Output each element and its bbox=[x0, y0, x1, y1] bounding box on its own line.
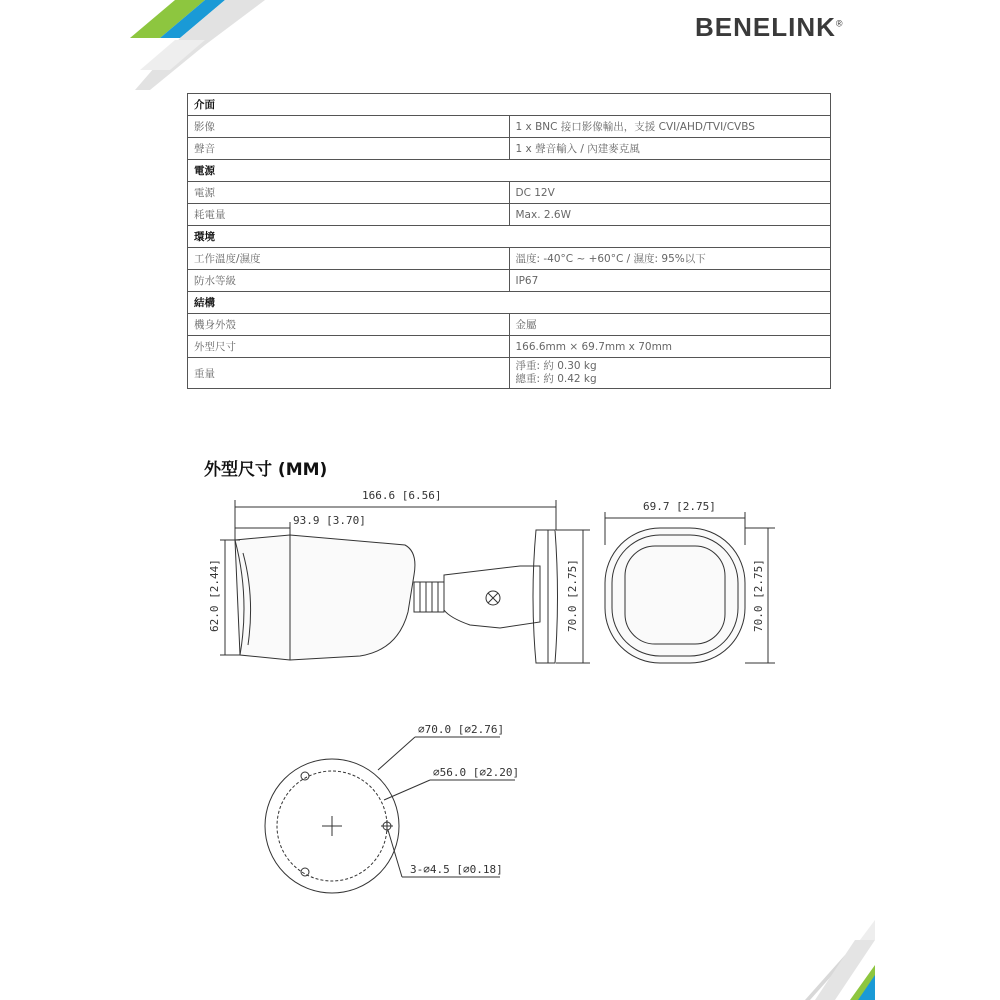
row-label: 耗電量 bbox=[188, 204, 510, 226]
dim-total-length: 166.6 [6.56] bbox=[362, 489, 442, 502]
camera-side-view bbox=[235, 530, 558, 663]
row-label: 機身外殼 bbox=[188, 314, 510, 336]
row-value: 金屬 bbox=[509, 314, 831, 336]
row-label: 聲音 bbox=[188, 138, 510, 160]
dim-base-inner: ⌀56.0 [⌀2.20] bbox=[433, 766, 520, 779]
section-title: 環境 bbox=[188, 226, 831, 248]
section-title: 電源 bbox=[188, 160, 831, 182]
camera-base-view bbox=[265, 759, 399, 893]
dim-base-holes: 3-⌀4.5 [⌀0.18] bbox=[410, 863, 503, 876]
row-value: DC 12V bbox=[509, 182, 831, 204]
camera-front-view bbox=[605, 528, 745, 663]
row-value: IP67 bbox=[509, 270, 831, 292]
net-weight: 淨重: 約 0.30 kg bbox=[515, 360, 597, 372]
row-value: 溫度: -40°C ~ +60°C / 濕度: 95%以下 bbox=[509, 248, 831, 270]
row-label: 重量 bbox=[188, 358, 510, 389]
dim-front-width: 69.7 [2.75] bbox=[643, 500, 716, 513]
brand-logo: BENELINK® bbox=[695, 12, 844, 42]
row-label: 工作溫度/濕度 bbox=[188, 248, 510, 270]
row-value: Max. 2.6W bbox=[509, 204, 831, 226]
dim-side-height: 62.0 [2.44] bbox=[208, 559, 221, 632]
gross-weight: 總重: 約 0.42 kg bbox=[515, 373, 597, 385]
row-label: 影像 bbox=[188, 116, 510, 138]
row-label: 電源 bbox=[188, 182, 510, 204]
dim-mount-height: 70.0 [2.75] bbox=[566, 559, 579, 632]
section-title: 介面 bbox=[188, 94, 831, 116]
dim-body-length: 93.9 [3.70] bbox=[293, 514, 366, 527]
row-value: 1 x 聲音輸入 / 內建麥克風 bbox=[509, 138, 831, 160]
section-title: 結構 bbox=[188, 292, 831, 314]
row-value: 166.6mm × 69.7mm x 70mm bbox=[509, 336, 831, 358]
dim-base-outer: ⌀70.0 [⌀2.76] bbox=[418, 723, 505, 736]
corner-decoration-bottom-right bbox=[760, 910, 900, 1000]
dim-front-height: 70.0 [2.75] bbox=[752, 559, 765, 632]
row-label: 外型尺寸 bbox=[188, 336, 510, 358]
row-value: 1 x BNC 接口影像輸出，支援 CVI/AHD/TVI/CVBS bbox=[509, 116, 831, 138]
dimensions-title: 外型尺寸 (MM) bbox=[204, 460, 328, 480]
row-label: 防水等級 bbox=[188, 270, 510, 292]
